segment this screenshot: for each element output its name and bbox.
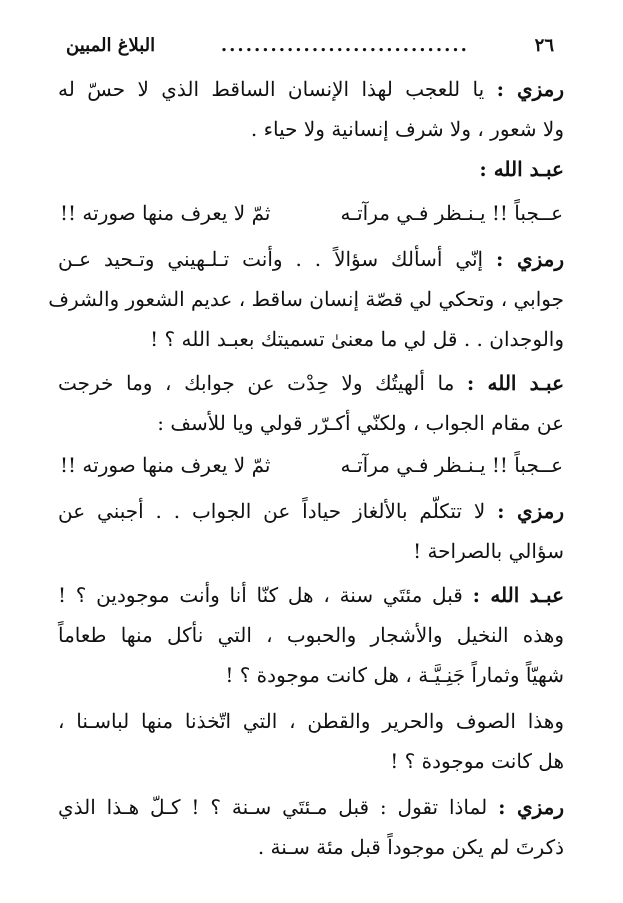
speaker-label: عبـد الله : bbox=[479, 157, 564, 181]
poem-hemistich-right: عــجباً !! يـنـظر فـي مرآتـه bbox=[340, 453, 563, 477]
speaker-label: رمزي : bbox=[496, 247, 564, 271]
speaker-label: رمزي : bbox=[497, 499, 565, 523]
text-line bbox=[58, 368, 564, 398]
poem-hemistich-left: ثمّ لا يعرف منها صورته !! bbox=[60, 453, 271, 477]
text-line bbox=[58, 580, 564, 610]
dialogue-text: ما ألهيتُك ولا حِدْت عن جوابك ، وما خرجت bbox=[58, 371, 455, 395]
dialogue-text: لا تتكلّم بالألغاز حياداً عن الجواب . . أجبني عن bbox=[58, 499, 486, 523]
text-line: سؤالي بالصراحة ! bbox=[413, 539, 564, 563]
text-line bbox=[58, 74, 564, 104]
text-line: والوجدان . . قل لي ما معنىٰ تسميتك بعبـد الله ؟ ! bbox=[150, 327, 564, 351]
dialogue-text: لماذا تقول : قبل مـئتَي سـنة ؟ ! كـلّ هـذا الذي bbox=[58, 795, 488, 819]
poem-hemistich-right: عــجباً !! يـنـظر فـي مرآتـه bbox=[340, 201, 563, 225]
text-line bbox=[58, 154, 564, 184]
text-line: عن مقام الجواب ، ولكنّي أكـرّر قولي ويا للأسف : bbox=[157, 411, 564, 435]
speaker-label: عبـد الله : bbox=[466, 371, 564, 395]
dialogue-text: قبل مئتَي سنة ، هل كنّا أنا وأنت موجودين ؟ ! bbox=[58, 583, 463, 607]
text-line: جوابي ، وتحكي لي قصّة إنسان ساقط ، عديم الشعور والشرف bbox=[48, 287, 564, 311]
text-line bbox=[58, 244, 564, 274]
speaker-label: عبـد الله : bbox=[472, 583, 565, 607]
speaker-label: رمزي : bbox=[496, 77, 565, 101]
text-line: ولا شعور ، ولا شرف إنسانية ولا حياء . bbox=[250, 117, 564, 141]
text-line: وهذه النخيل والأشجار والحبوب ، التي نأكل منها طعاماً bbox=[58, 623, 564, 647]
text-line: ذكرتَ لم يكن موجوداً قبل مئة سـنة . bbox=[257, 835, 564, 859]
text-line: شهيّاً وثماراً جَنِـيَّـة ، هل كانت موجودة ؟ ! bbox=[225, 663, 564, 687]
text-line: هل كانت موجودة ؟ ! bbox=[390, 749, 564, 773]
text-line bbox=[58, 792, 564, 822]
page-number: ٢٦ bbox=[534, 34, 554, 56]
poem-hemistich-left: ثمّ لا يعرف منها صورته !! bbox=[60, 201, 271, 225]
text-line: وهذا الصوف والحرير والقطن ، التي اتّخذنا منها لباسـنا ، bbox=[58, 709, 564, 733]
book-title: البلاغ المبين bbox=[66, 34, 156, 56]
text-line bbox=[58, 496, 564, 526]
speaker-label: رمزي : bbox=[498, 795, 565, 819]
dialogue-text: يا للعجب لهذا الإنسان الساقط الذي لا حسّ له bbox=[58, 77, 485, 101]
header-leader-dots: .............................. bbox=[220, 34, 469, 56]
dialogue-text: إنّي أسألك سؤالاً . . وأنت تـلـهيني وتـحيد عـن bbox=[58, 247, 484, 271]
running-header bbox=[66, 30, 554, 60]
